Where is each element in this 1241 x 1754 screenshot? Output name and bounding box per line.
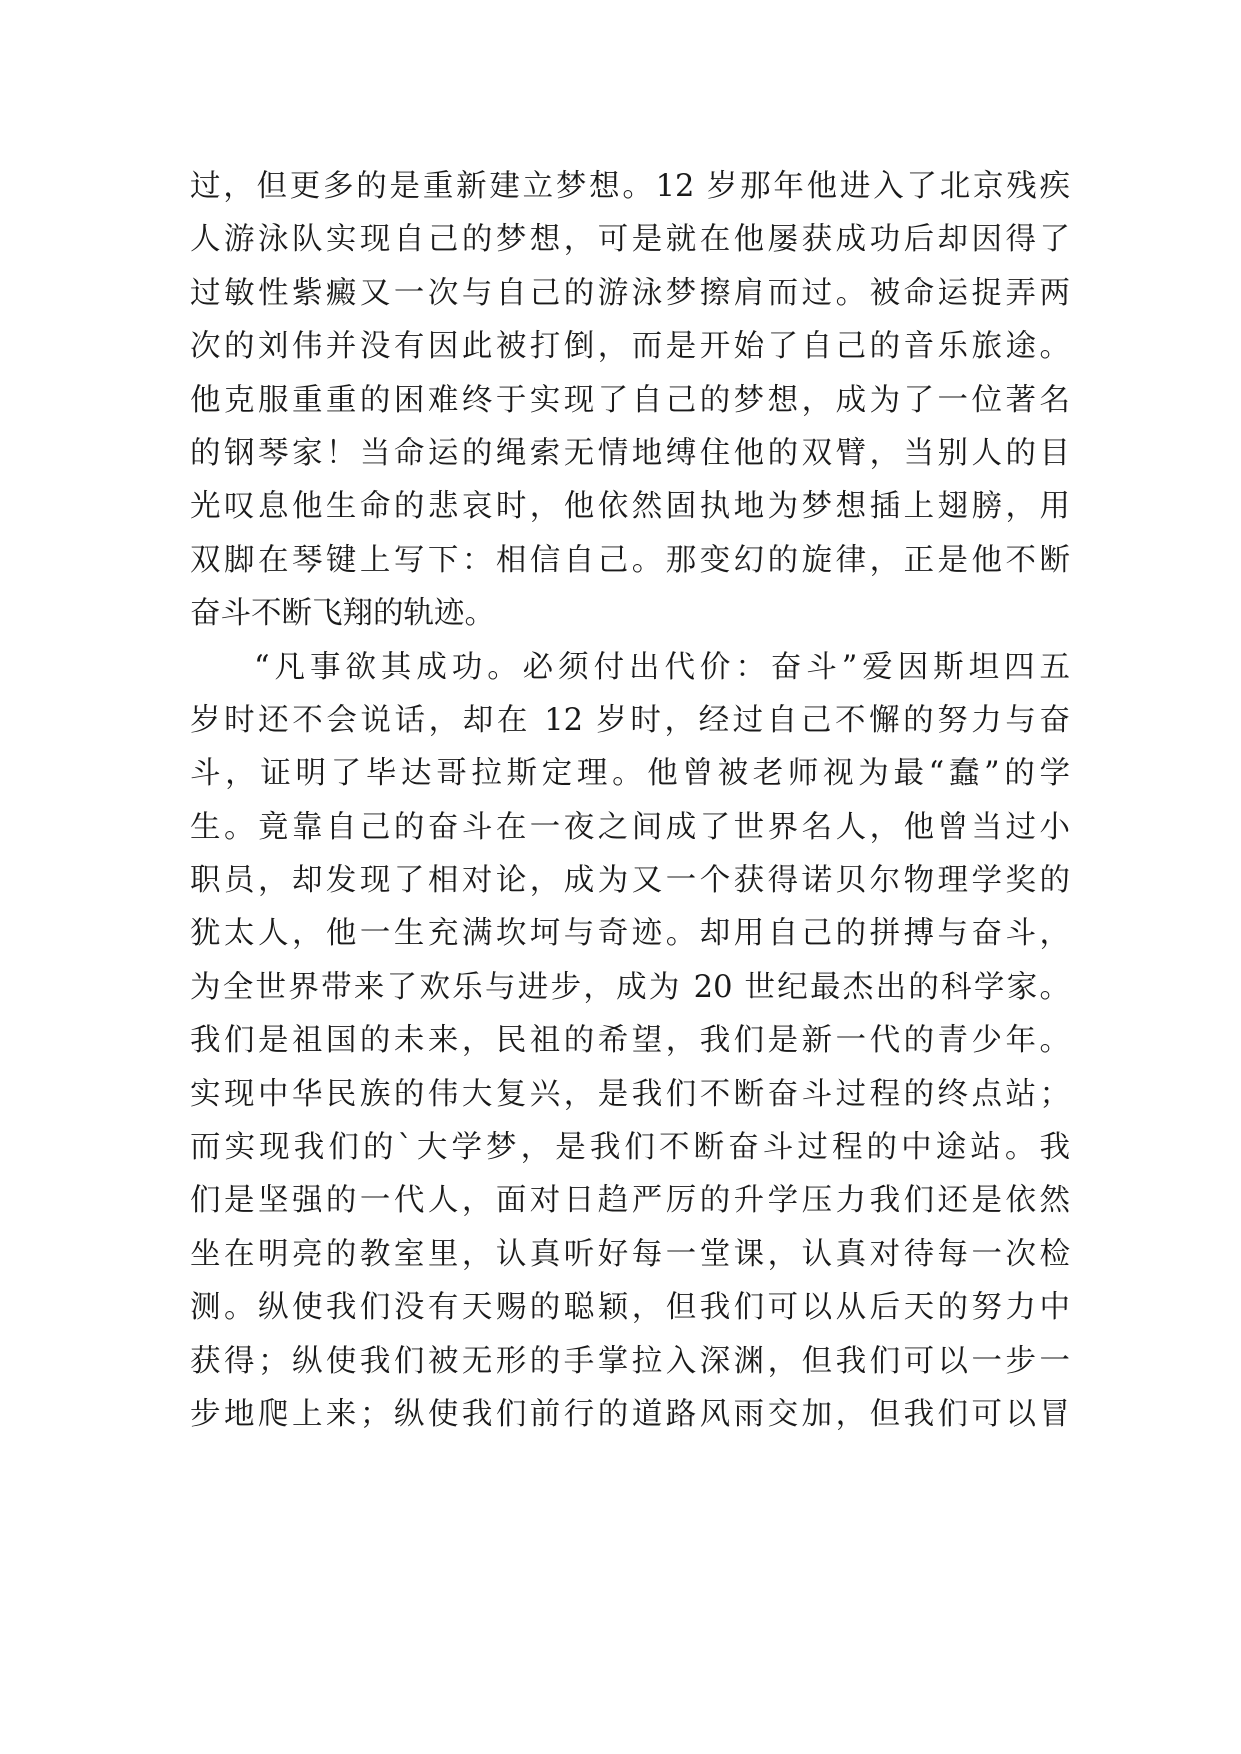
text-line: 过敏性紫癜又一次与自己的游泳梦擦肩而过。被命运捉弄两 [190, 275, 1070, 311]
text-line: 次的刘伟并没有因此被打倒，而是开始了自己的音乐旅途。 [190, 329, 1070, 365]
text-line: 我们是祖国的未来，民祖的希望，我们是新一代的青少年。 [190, 1023, 1070, 1059]
text-line: 人游泳队实现自己的梦想，可是就在他屡获成功后却因得了 [190, 222, 1070, 258]
text-line: 而实现我们的`大学梦，是我们不断奋斗过程的中途站。我 [190, 1130, 1070, 1166]
text-line: “凡事欲其成功。必须付出代价：奋斗”爱因斯坦四五 [254, 649, 1070, 685]
text-line: 坐在明亮的教室里，认真听好每一堂课，认真对待每一次检 [190, 1236, 1070, 1272]
text-line: 他克服重重的困难终于实现了自己的梦想，成为了一位著名 [190, 382, 1070, 418]
text-line: 的钢琴家！当命运的绳索无情地缚住他的双臂，当别人的目 [190, 435, 1070, 471]
text-line: 获得；纵使我们被无形的手掌拉入深渊，但我们可以一步一 [190, 1343, 1070, 1379]
text-line: 职员，却发现了相对论，成为又一个获得诺贝尔物理学奖的 [190, 863, 1070, 899]
text-line: 光叹息他生命的悲哀时，他依然固执地为梦想插上翅膀，用 [190, 489, 1070, 525]
text-line: 过，但更多的是重新建立梦想。12 岁那年他进入了北京残疾 [190, 169, 1070, 204]
text-line: 奋斗不断飞翔的轨迹。 [190, 596, 495, 632]
text-line: 斗，证明了毕达哥拉斯定理。他曾被老师视为最“蠢”的学 [190, 756, 1070, 792]
text-line: 们是坚强的一代人，面对日趋严厉的升学压力我们还是依然 [190, 1183, 1070, 1219]
paragraph-2 [190, 641, 1070, 1442]
text-line: 犹太人，他一生充满坎坷与奇迹。却用自己的拼搏与奋斗， [190, 916, 1070, 952]
text-line: 生。竟靠自己的奋斗在一夜之间成了世界名人，他曾当过小 [190, 809, 1070, 845]
text-line: 岁时还不会说话，却在 12 岁时，经过自己不懈的努力与奋 [190, 702, 1070, 738]
text-line: 测。纵使我们没有天赐的聪颖，但我们可以从后天的努力中 [190, 1290, 1070, 1326]
paragraph-1 [190, 160, 1070, 641]
body-text [190, 160, 1070, 1441]
text-line: 步地爬上来；纵使我们前行的道路风雨交加，但我们可以冒 [190, 1396, 1070, 1432]
text-line: 为全世界带来了欢乐与进步，成为 20 世纪最杰出的科学家。 [190, 969, 1070, 1005]
text-line: 双脚在琴键上写下：相信自己。那变幻的旋律，正是他不断 [190, 542, 1070, 578]
text-line: 实现中华民族的伟大复兴，是我们不断奋斗过程的终点站； [190, 1076, 1070, 1112]
